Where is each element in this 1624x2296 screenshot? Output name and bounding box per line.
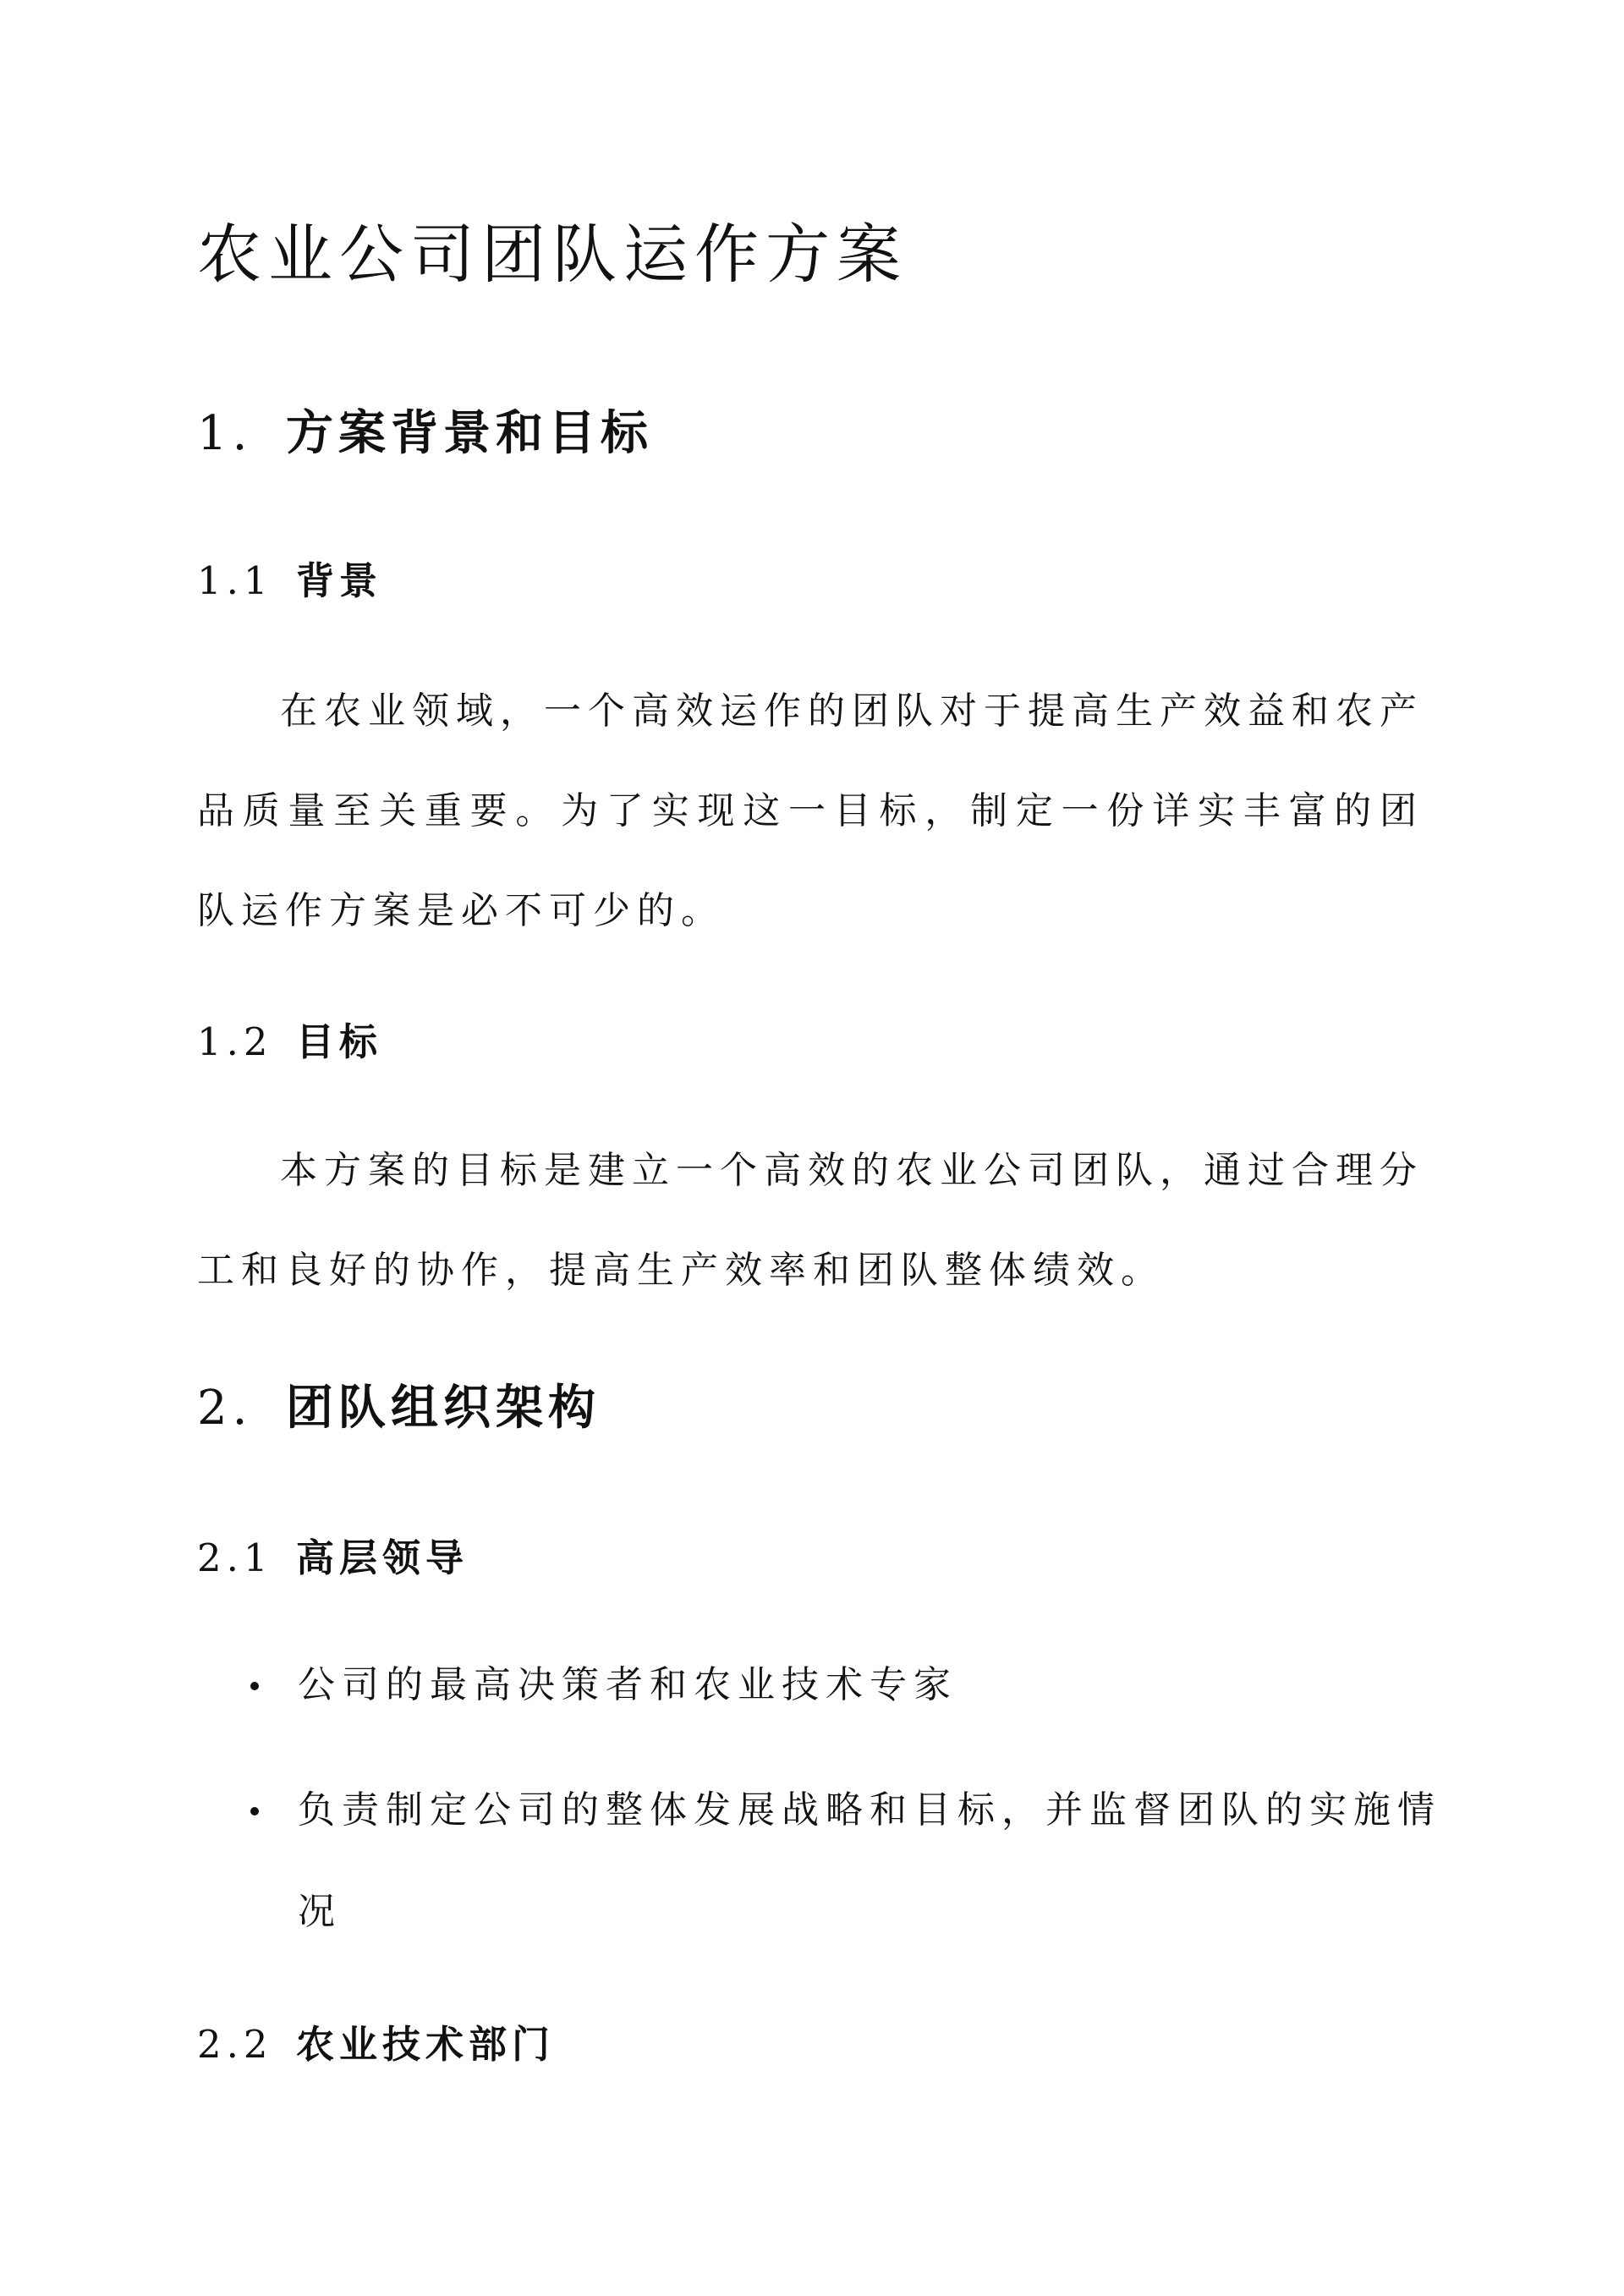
list-item <box>237 1760 1465 1963</box>
subsection-title: 高层领导 <box>296 1535 469 1580</box>
document-title: 农业公司团队运作方案 <box>197 217 908 292</box>
section-title: 团队组织架构 <box>286 1380 601 1436</box>
background-paragraph: 在农业领域，一个高效运作的团队对于提高生产效益和农产品质量至关重要。为了实现这一目标，制定一份详实丰富的团队运作方案是必不可少的。 <box>197 689 1424 932</box>
section-number: 2. <box>197 1381 253 1436</box>
subsection-1-2-heading <box>197 1011 382 1066</box>
goal-paragraph: 本方案的目标是建立一个高效的农业公司团队，通过合理分工和良好的协作，提高生产效率和团队整体绩效。 <box>197 1149 1424 1292</box>
subsection-number: 2.1 <box>197 1535 273 1580</box>
subsection-number: 1.2 <box>197 1019 273 1064</box>
bullet-icon <box>250 1682 259 1690</box>
section-2-heading <box>197 1370 601 1438</box>
subsection-number: 2.2 <box>197 2022 273 2067</box>
subsection-title: 农业技术部门 <box>296 2022 556 2067</box>
section-title: 方案背景和目标 <box>286 405 653 461</box>
subsection-number: 1.1 <box>197 558 273 603</box>
list-item <box>237 1634 1465 1736</box>
list-item-text: 负责制定公司的整体发展战略和目标，并监督团队的实施情况 <box>298 1788 1441 1933</box>
subsection-title: 目标 <box>296 1019 383 1064</box>
section-number: 1. <box>197 406 253 461</box>
subsection-2-2-heading <box>197 2013 555 2068</box>
list-item-text: 公司的最高决策者和农业技术专家 <box>298 1663 957 1706</box>
bullet-icon <box>250 1807 259 1815</box>
subsection-title: 背景 <box>296 558 383 603</box>
subsection-1-1-heading <box>197 550 382 605</box>
subsection-2-1-heading <box>197 1527 469 1582</box>
section-1-heading <box>197 396 653 464</box>
